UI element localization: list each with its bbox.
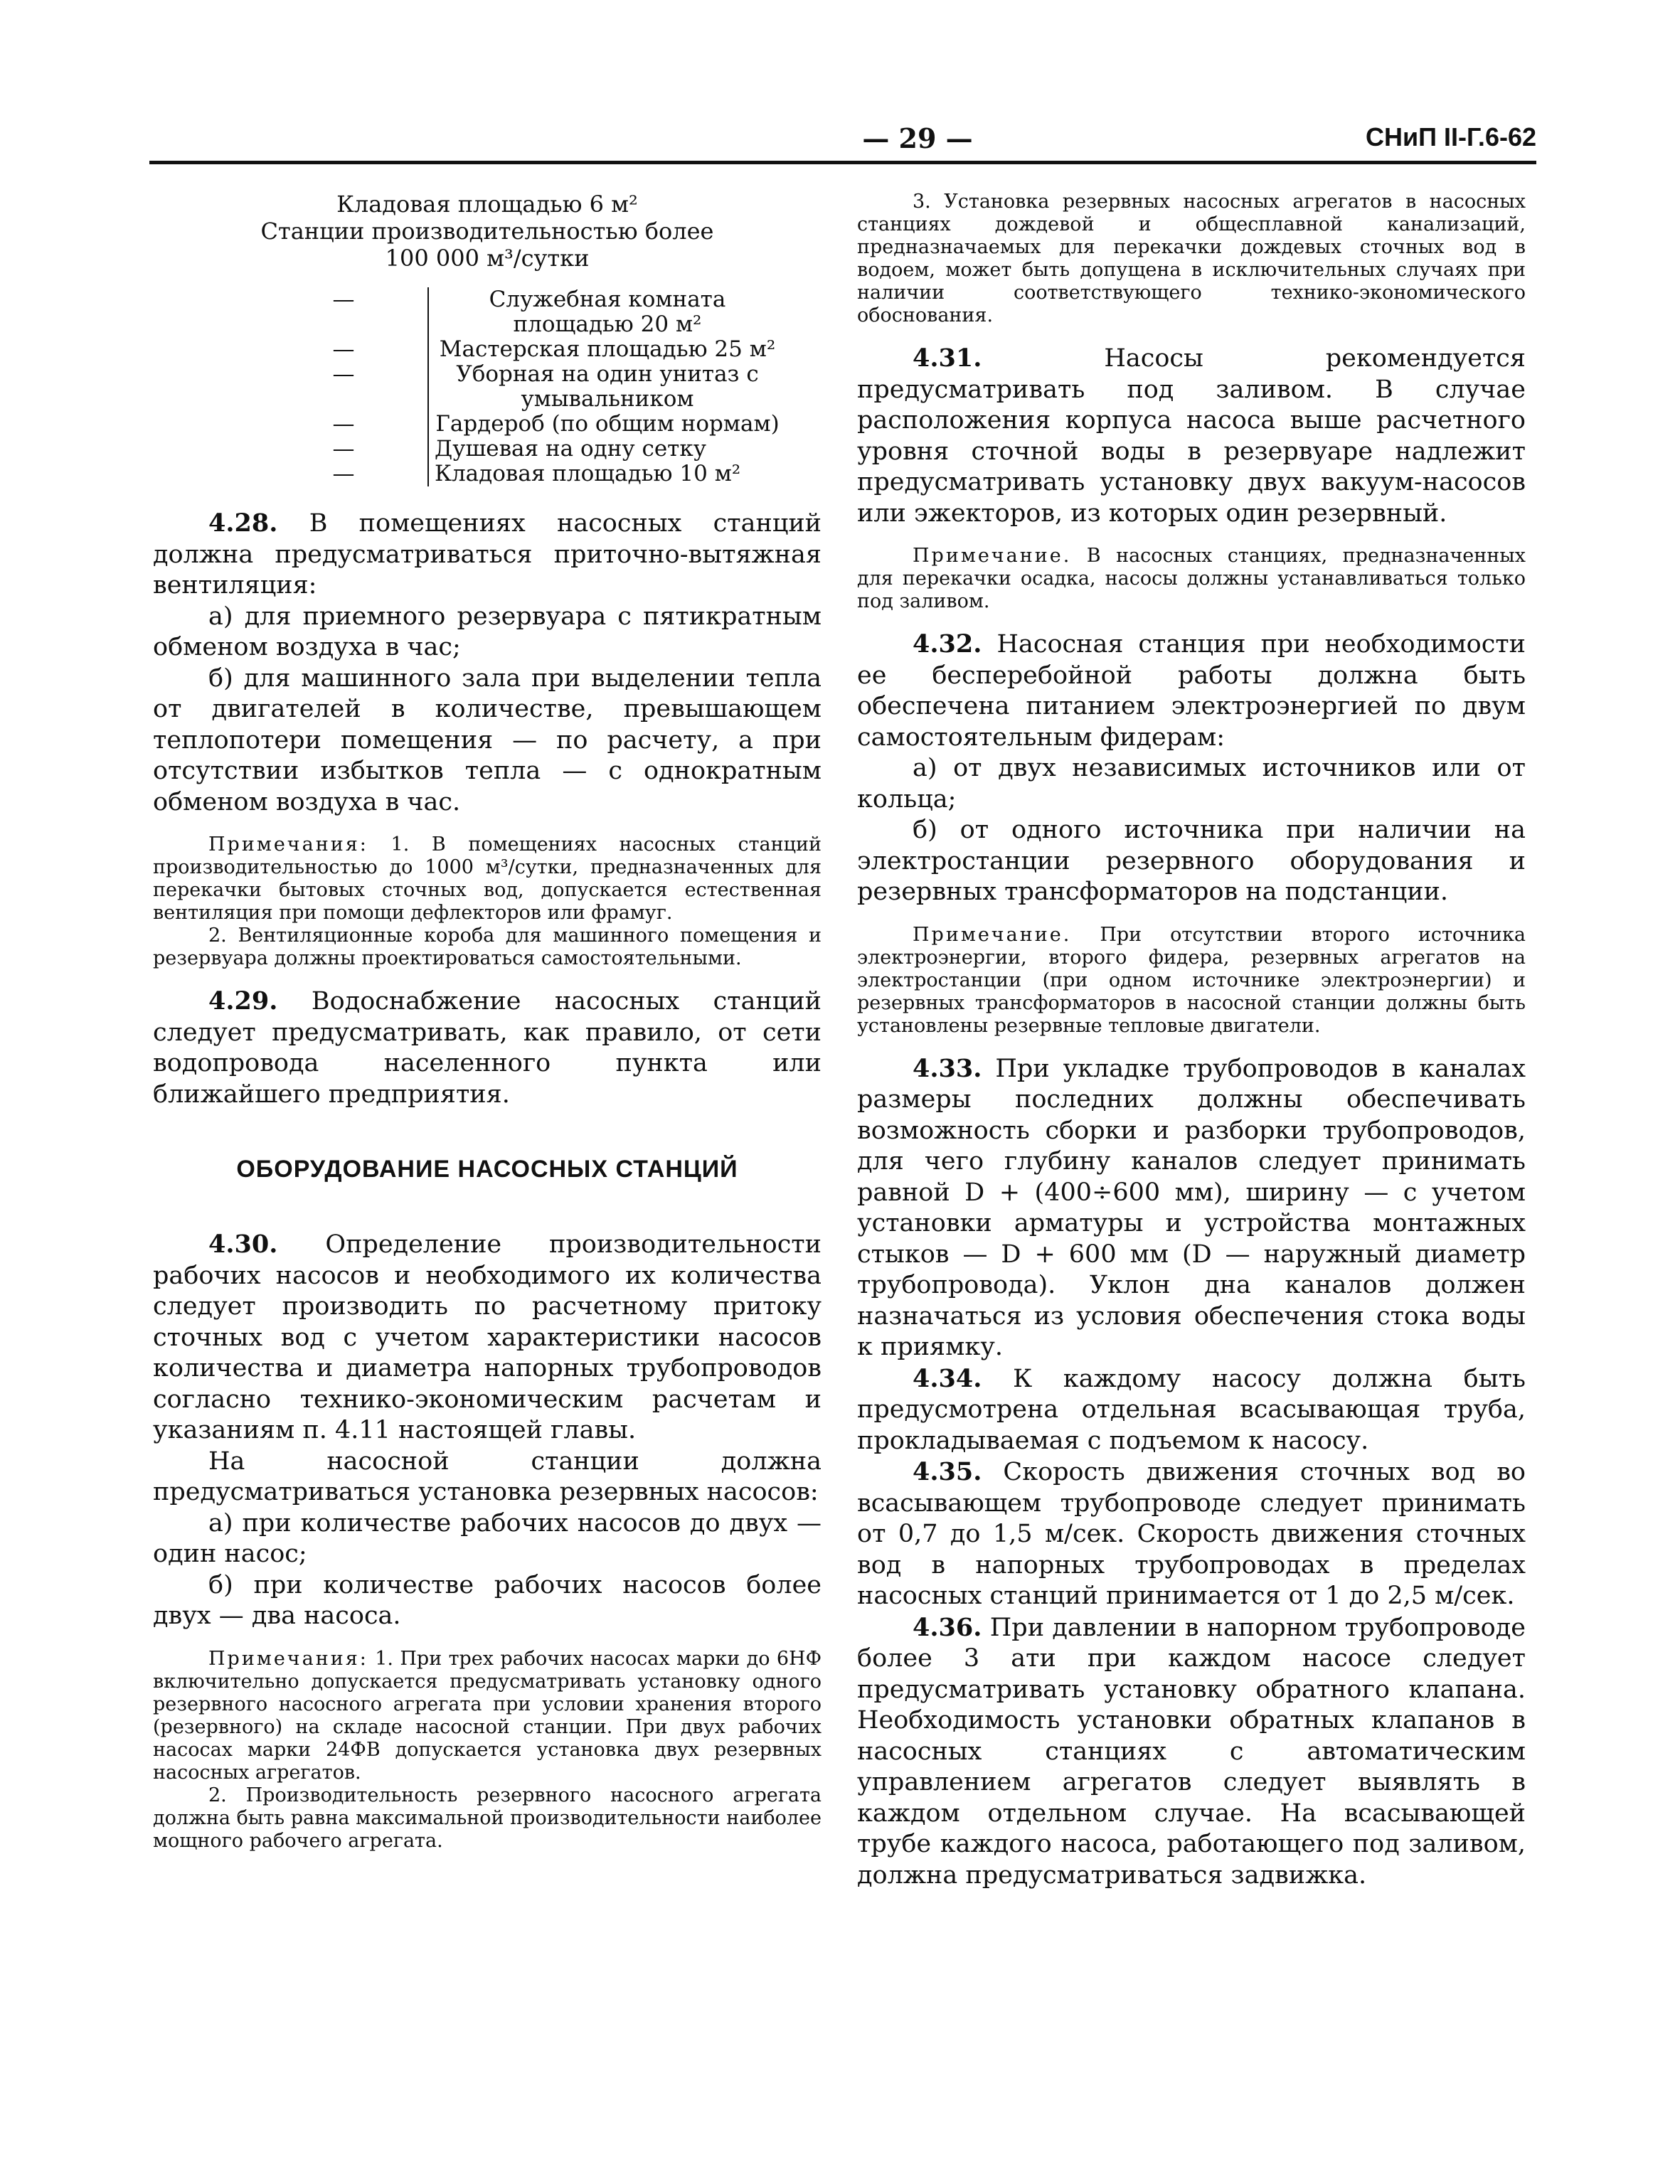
room-dash: —	[260, 462, 428, 486]
intro-line: Станции производительностью более	[260, 218, 714, 245]
room-item: Мастерская площадью 25 м²	[439, 336, 776, 362]
room-row	[260, 437, 786, 462]
room-item: Кладовая площадью 10 м²	[435, 461, 741, 486]
clause-4-30-item-a: а) при количестве рабочих насосов до двух — один насос;	[153, 1508, 822, 1568]
note-label: Примечания:	[208, 1647, 368, 1670]
note-label: Примечание.	[913, 923, 1072, 946]
clause-4-32	[857, 629, 1526, 753]
rooms-table	[260, 287, 786, 486]
clause-4-34	[857, 1363, 1526, 1457]
note-4-31	[857, 545, 1526, 613]
note-4-32	[857, 924, 1526, 1038]
clause-number: 4.29.	[208, 986, 278, 1016]
room-dash: —	[260, 412, 428, 437]
clause-4-28	[153, 508, 822, 602]
clause-4-33	[857, 1053, 1526, 1363]
note-label: Примечание.	[913, 545, 1072, 567]
clause-4-35	[857, 1456, 1526, 1612]
clause-4-36	[857, 1612, 1526, 1892]
clause-number: 4.33.	[913, 1053, 982, 1083]
note-4-28-1	[153, 833, 822, 925]
note-4-30-3: 3. Установка резервных насосных агрегатов в насосных станциях дождевой и общесплавной канализаций, предназначаемых для перекачки дождевых сточных вод в водоем, может быть допущена в исключительных случаях при наличии соответствующего технико-экономического обоснования.	[857, 191, 1526, 326]
clause-4-29	[153, 986, 822, 1110]
clause-text: В помещениях насосных станций должна предусматриваться приточно-вытяжная вентиляция:	[153, 509, 822, 600]
right-column	[857, 191, 1526, 1891]
intro-line: 100 000 м³/сутки	[385, 245, 590, 272]
room-dash: —	[260, 337, 428, 362]
clause-4-30	[153, 1229, 822, 1447]
clause-number: 4.30.	[208, 1230, 278, 1259]
page-header	[149, 122, 1536, 165]
room-row	[260, 462, 786, 486]
note-4-28-2: 2. Вентиляционные короба для машинного помещения и резервуара должны проектироваться самостоятельными.	[153, 925, 822, 969]
room-row	[260, 287, 786, 337]
clause-text: Водоснабжение насосных станций следует предусматривать, как правило, от сети водопровода населенного пункта или ближайшего предприятия.	[153, 987, 822, 1109]
clause-text: Скорость движения сточных вод во всасывающем трубопроводе следует принимать от 0,7 до 1,5 м/сек. Скорость движения сточных вод в напорных трубопроводах в пределах насосных станций принимается от 1 до 2,5 м/сек.	[857, 1458, 1526, 1610]
note-text: 1. При трех рабочих насосах марки до 6НФ включительно допускается предусматривать установку одного резервного насосного агрегата при условии хранения второго (резервного) на складе насосной станции. При двух рабочих насосах марки 24ФВ допускается установка двух резервных насосных агрегатов.	[153, 1647, 822, 1784]
room-dash: —	[260, 362, 428, 412]
clause-number: 4.35.	[913, 1457, 982, 1486]
note-text: 1. В помещениях насосных станций производительностью до 1000 м³/сутки, предназначенных для перекачки бытовых сточных вод, допускается естественная вентиляция при помощи дефлекторов или фрамуг.	[153, 833, 822, 924]
left-column	[153, 191, 822, 1853]
clause-text: Насосная станция при необходимости ее бесперебойной работы должна быть обеспечена питанием электроэнергией по двум самостоятельным фидерам:	[857, 630, 1526, 752]
header-rule	[149, 161, 1536, 164]
document-code: СНиП II-Г.6-62	[1366, 122, 1536, 151]
clause-4-30-item-b: б) при количестве рабочих насосов более двух — два насоса.	[153, 1570, 822, 1630]
clause-4-32-item-a: а) от двух независимых источников или от кольца;	[857, 754, 1526, 814]
room-item: Гардероб (по общим нормам)	[435, 411, 780, 437]
note-text: В насосных станциях, предназначенных для перекачки осадка, насосы должны устанавливаться только под заливом.	[857, 545, 1526, 612]
clause-4-31	[857, 343, 1526, 529]
note-4-30-2: 2. Производительность резервного насосного агрегата должна быть равна максимальной производительности наиболее мощного рабочего агрегата.	[153, 1784, 822, 1852]
clause-4-32-item-b: б) от одного источника при наличии на электростанции резервного оборудования и резервных трансформаторов на подстанции.	[857, 816, 1526, 906]
clause-number: 4.32.	[913, 629, 982, 659]
clause-text: При укладке трубопроводов в каналах размеры последних должны обеспечивать возможность сборки и разборки трубопроводов, для чего глубину каналов следует принимать равной D + (400÷600 мм), ширину — с учетом установки арматуры и устройства монтажных стыков — D + 600 мм (D — наружный диаметр трубопровода). Уклон дна каналов должен назначаться из условия обеспечения стока воды к приямку.	[857, 1054, 1526, 1361]
room-dash: —	[260, 287, 428, 337]
clause-text: К каждому насосу должна быть предусмотрена отдельная всасывающая труба, прокладываемая с подъемом к насосу.	[857, 1364, 1526, 1455]
clause-4-30-continuation: На насосной станции должна предусматриваться установка резервных насосов:	[153, 1447, 822, 1506]
clause-4-28-item-b: б) для машинного зала при выделении тепла от двигателей в количестве, превышающем теплопотери помещения — по расчету, а при отсутствии избытков тепла — с однократным обменом воздуха в час.	[153, 664, 822, 816]
clause-number: 4.36.	[913, 1612, 982, 1642]
room-row	[260, 412, 786, 437]
clause-text: Определение производительности рабочих насосов и необходимого их количества следует производить по расчетному притоку сточных вод с учетом характеристики насосов количества и диаметра напорных трубопроводов согласно технико-экономическим расчетам и указаниям п. 4.11 настоящей главы.	[153, 1230, 822, 1444]
clause-4-28-item-a: а) для приемного резервуара с пятикратным обменом воздуха в час;	[153, 602, 822, 661]
section-heading: ОБОРУДОВАНИЕ НАСОСНЫХ СТАНЦИЙ	[236, 1156, 738, 1183]
room-dash: —	[260, 437, 428, 462]
note-4-30-1	[153, 1648, 822, 1784]
clause-number: 4.34.	[913, 1363, 982, 1393]
room-row	[260, 362, 786, 412]
room-item: Уборная на один унитаз с умывальником	[456, 361, 759, 412]
room-row	[260, 337, 786, 362]
clause-number: 4.28.	[208, 508, 278, 538]
clause-number: 4.31.	[913, 343, 982, 373]
room-item: Служебная комната площадью 20 м²	[489, 287, 726, 337]
page-number: — 29 —	[862, 122, 973, 154]
room-item: Душевая на одну сетку	[435, 436, 706, 462]
clause-text: Насосы рекомендуется предусматривать под заливом. В случае расположения корпуса насоса выше расчетного уровня сточной воды в резервуаре надлежит предусматривать установку двух вакуум-насосов или эжекторов, из которых один резервный.	[857, 344, 1526, 528]
clause-text: При давлении в напорном трубопроводе более 3 ати при каждом насосе следует предусматривать установку обратного клапана. Необходимость установки обратных клапанов в насосных станциях с автоматическим управлением агрегатов следует выявлять в каждом отдельном случае. На всасывающей трубе каждого насоса, работающего под заливом, должна предусматриваться задвижка.	[857, 1613, 1526, 1890]
intro-line: Кладовая площадью 6 м²	[336, 191, 638, 218]
note-text: При отсутствии второго источника электроэнергии, второго фидера, резервных агрегатов на электростанции (при одном источнике электроэнергии) и резервных трансформаторов в насосной станции должны быть установлены резервные тепловые двигатели.	[857, 923, 1526, 1037]
note-label: Примечания:	[208, 833, 368, 856]
